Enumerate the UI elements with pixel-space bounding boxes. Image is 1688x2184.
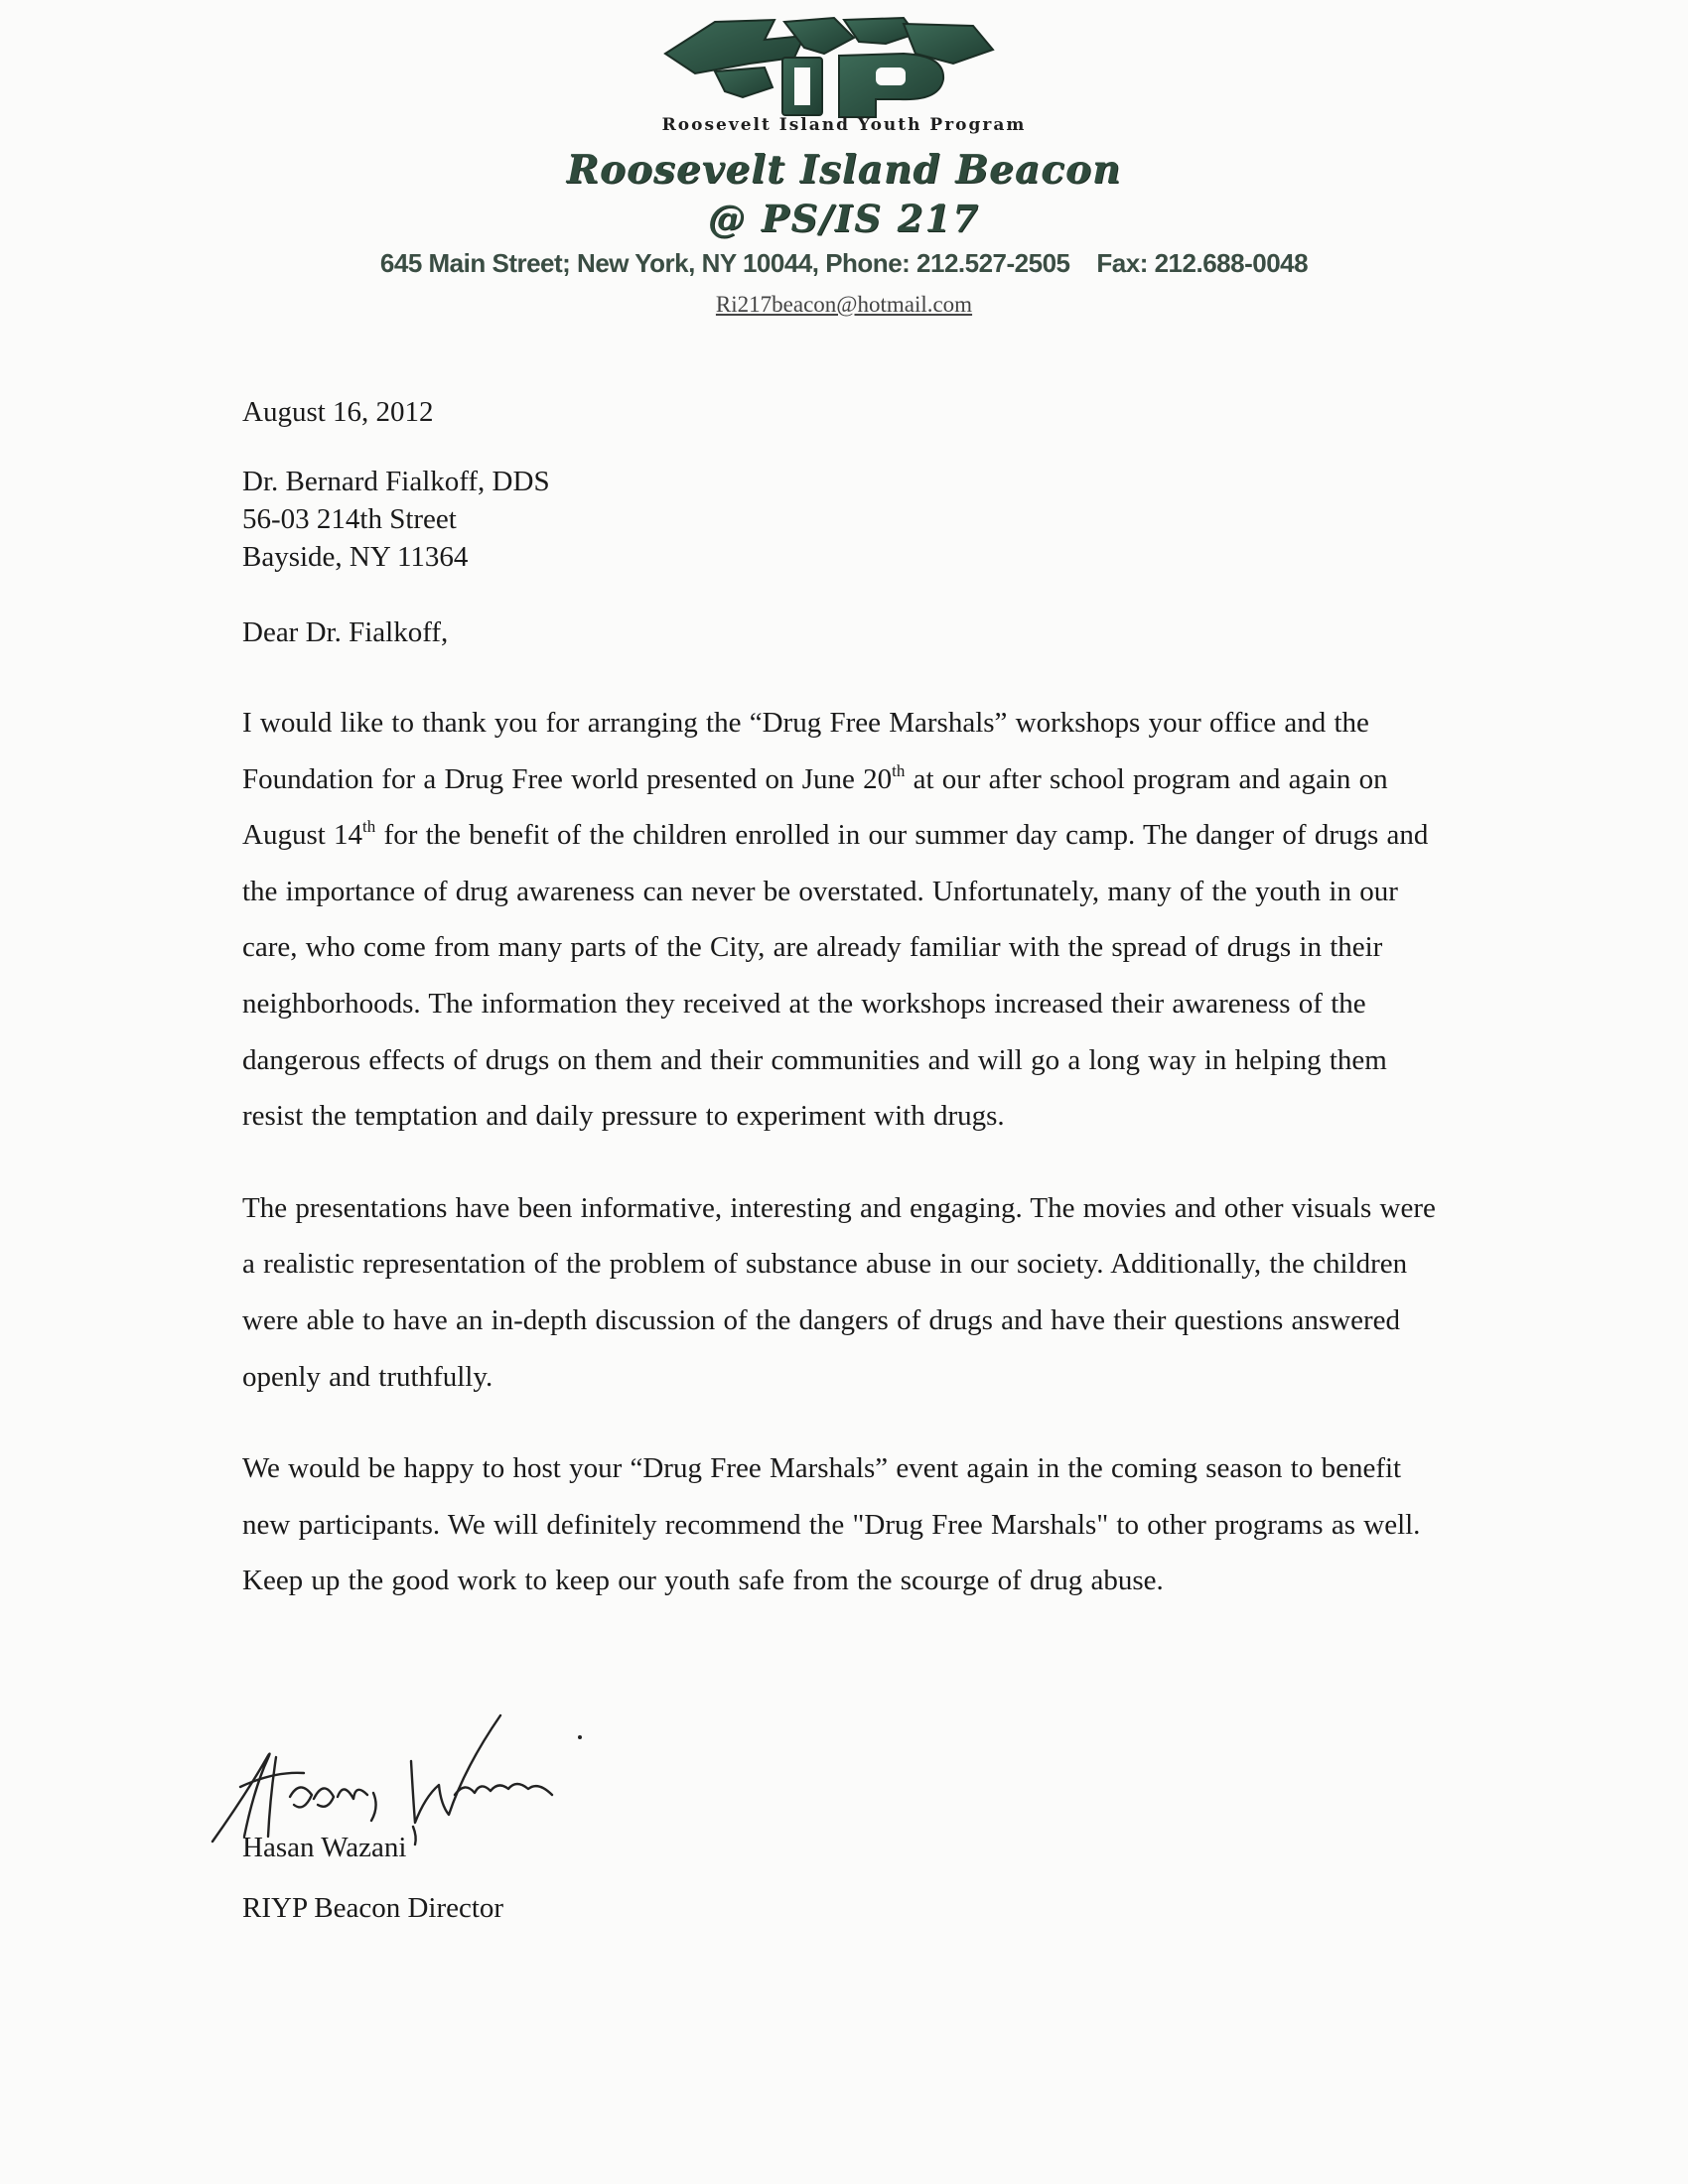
- school-line: @ PS/IS 217: [707, 197, 981, 240]
- program-name: Roosevelt Island Youth Program: [661, 115, 1027, 135]
- paragraph-1-part-b: at our after school program and again on August 14: [242, 762, 1388, 852]
- letter-body: [242, 393, 1454, 1645]
- recipient-name: Dr. Bernard Fialkoff, DDS: [242, 466, 550, 497]
- paragraph-1: [242, 695, 1454, 1145]
- address-line: 645 Main Street; New York, NY 10044, Phone: 212.527-2505 Fax: 212.688-0048: [379, 248, 1309, 278]
- paragraph-2: The presentations have been informative, interesting and engaging. The movies and other visuals were a realistic representation of the problem of substance abuse in our society. Additionally, the children were able to have an in-depth discussion of the dangers of drugs and have their questions answered openly and truthfully.: [242, 1191, 1436, 1393]
- paragraph-1-part-a: I would like to thank you for arranging the “Drug Free Marshals” workshops your office and the Foundation for a Drug Free world presented on June 20: [242, 707, 1369, 795]
- paragraph-3: We would be happy to host your “Drug Free Marshals” event again in the coming season to benefit new participants. We will definitely recommend the "Drug Free Marshals" to other programs as well. Keep up the good work to keep our youth safe from the scourge of drug abuse.: [242, 1452, 1421, 1597]
- letter-date: August 16, 2012: [242, 396, 434, 428]
- riyp-logo: [655, 14, 1003, 125]
- email-link[interactable]: Ri217beacon@hotmail.com: [715, 292, 973, 317]
- superscript-th: th: [892, 760, 906, 780]
- recipient-city: Bayside, NY 11364: [242, 541, 469, 573]
- superscript-th: th: [362, 817, 376, 837]
- beacon-name: Roosevelt Island Beacon: [566, 147, 1122, 193]
- recipient-address: [242, 463, 1454, 576]
- salutation: Dear Dr. Fialkoff,: [242, 616, 449, 648]
- signer-name: Hasan Wazani: [242, 1832, 407, 1863]
- recipient-street: 56-03 214th Street: [242, 503, 457, 535]
- paragraph-1-part-c: for the benefit of the children enrolled in our summer day camp. The danger of drugs and the importance of drug awareness can never be overstated. Unfortunately, many of the youth in our care, who come from many parts of the City, are already familiar with the spread of drugs in their neighborhoods. The information they received at the workshops increased their awareness of the dangerous effects of drugs on them and their communities and will go a long way in helping them resist the temptation and daily pressure to experiment with drugs.: [242, 819, 1429, 1133]
- signer-title: RIYP Beacon Director: [242, 1892, 504, 1924]
